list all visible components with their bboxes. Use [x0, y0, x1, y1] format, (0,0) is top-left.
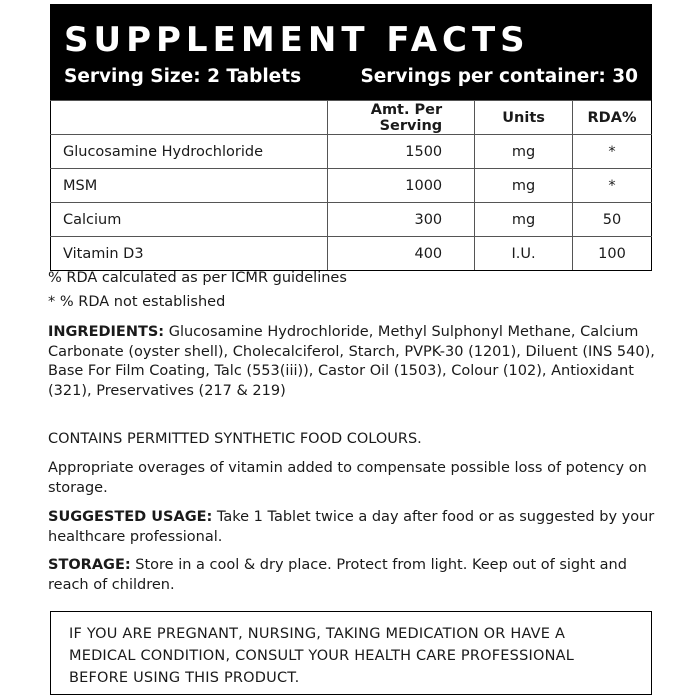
- usage-section: [48, 508, 658, 547]
- nutrient-amount: 400: [328, 237, 475, 271]
- serving-info: [64, 66, 638, 87]
- ingredients-label: INGREDIENTS:: [48, 324, 165, 340]
- warning-box: [50, 611, 652, 695]
- nutrient-rda: *: [573, 169, 652, 203]
- nutrient-unit: mg: [475, 203, 573, 237]
- column-header-units: Units: [475, 101, 573, 135]
- rda-not-established-note: * % RDA not established: [48, 294, 226, 310]
- nutrient-amount: 1000: [328, 169, 475, 203]
- warning-text: IF YOU ARE PREGNANT, NURSING, TAKING MEDICATION OR HAVE A MEDICAL CONDITION, CONSULT YOUR HEALTH CARE PROFESSIONAL BEFORE USING THIS PRODUCT.: [69, 626, 575, 686]
- column-header-name: [51, 101, 328, 135]
- nutrient-rda: 100: [573, 237, 652, 271]
- usage-text: Take 1 Tablet twice a day after food or as suggested by your healthcare professional.: [48, 509, 655, 545]
- table-row: [51, 135, 652, 169]
- column-header-amount: Amt. Per Serving: [328, 101, 475, 135]
- rda-note: % RDA calculated as per ICMR guidelines: [48, 270, 347, 286]
- ingredients-text: Glucosamine Hydrochloride, Methyl Sulphonyl Methane, Calcium Carbonate (oyster shell), Cholecalciferol, Starch, PVPK-30 (1201), Diluent (INS 540), Base For Film Coating, Talc (553(iii)), Castor Oil (1503), Colour (102), Antioxidant (321), Preservatives (217 & 219): [48, 324, 655, 399]
- nutrient-amount: 300: [328, 203, 475, 237]
- table-row: [51, 237, 652, 271]
- storage-label: STORAGE:: [48, 557, 131, 573]
- nutrient-name: Glucosamine Hydrochloride: [51, 135, 328, 169]
- nutrient-unit: mg: [475, 169, 573, 203]
- table-row: [51, 169, 652, 203]
- facts-table: [50, 100, 652, 271]
- nutrient-rda: 50: [573, 203, 652, 237]
- supplement-facts-panel: [50, 4, 652, 271]
- facts-title: SUPPLEMENT FACTS: [64, 20, 530, 60]
- nutrient-name: Calcium: [51, 203, 328, 237]
- ingredients-section: [48, 323, 658, 401]
- table-header-row: [51, 101, 652, 135]
- nutrient-rda: *: [573, 135, 652, 169]
- nutrient-name: MSM: [51, 169, 328, 203]
- facts-header: [50, 4, 652, 100]
- nutrient-amount: 1500: [328, 135, 475, 169]
- table-row: [51, 203, 652, 237]
- serving-size: Serving Size: 2 Tablets: [64, 66, 302, 87]
- overages-statement: Appropriate overages of vitamin added to compensate possible loss of potency on storage.: [48, 460, 647, 496]
- storage-text: Store in a cool & dry place. Protect from light. Keep out of sight and reach of children.: [48, 557, 627, 593]
- nutrient-unit: mg: [475, 135, 573, 169]
- nutrient-unit: I.U.: [475, 237, 573, 271]
- storage-section: [48, 556, 658, 595]
- column-header-rda: RDA%: [573, 101, 652, 135]
- nutrient-name: Vitamin D3: [51, 237, 328, 271]
- usage-label: SUGGESTED USAGE:: [48, 509, 213, 525]
- colours-statement: CONTAINS PERMITTED SYNTHETIC FOOD COLOURS.: [48, 431, 422, 447]
- servings-per-container: Servings per container: 30: [360, 66, 638, 87]
